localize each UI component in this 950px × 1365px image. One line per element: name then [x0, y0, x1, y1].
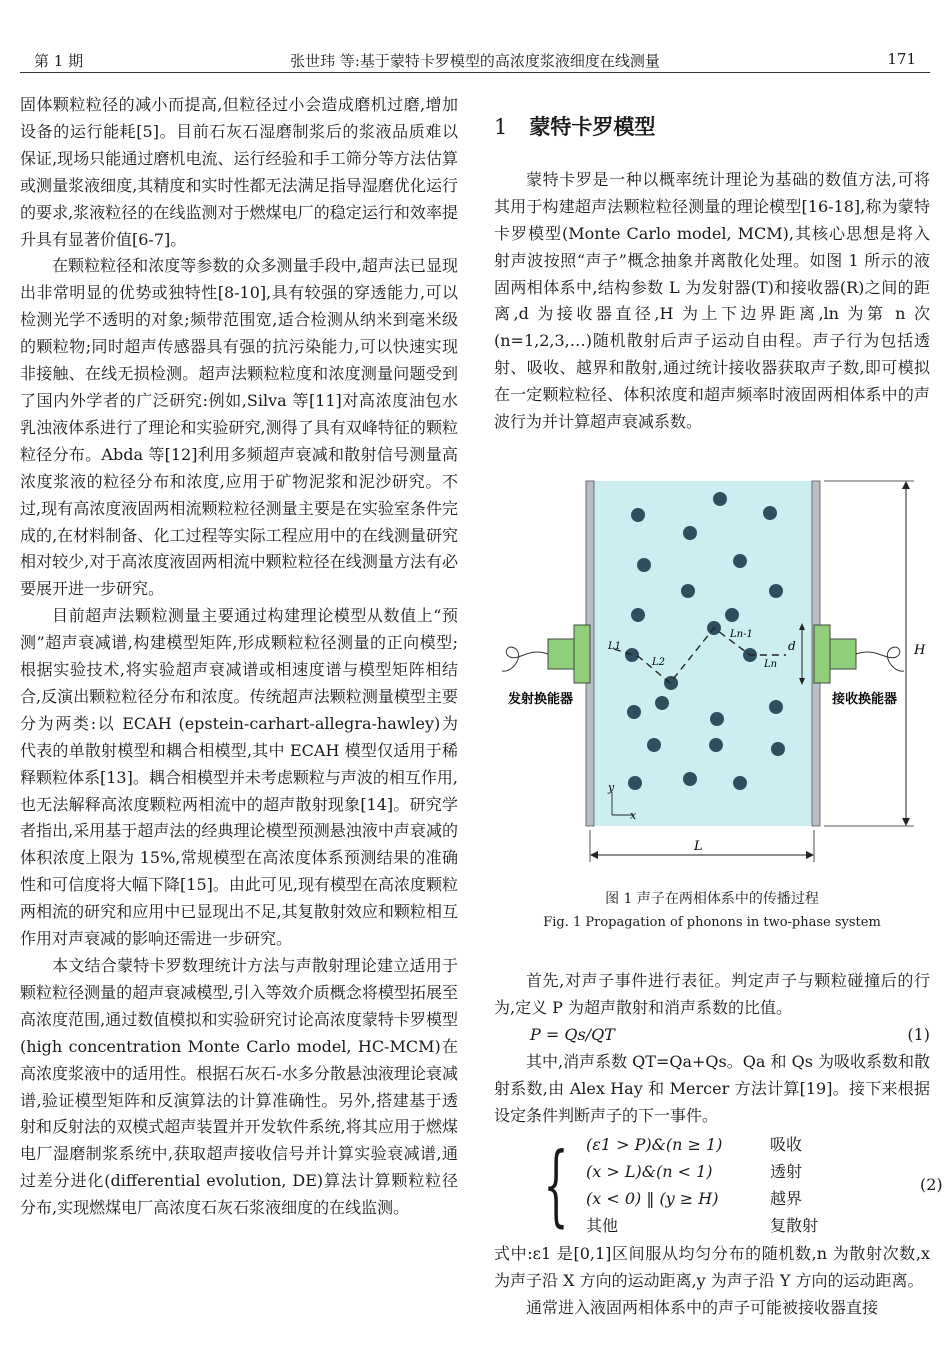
case-row: (x < 0) ‖ (y ≥ H) 越界 [586, 1189, 803, 1209]
running-title: 张世玮 等:基于蒙特卡罗模型的高浓度浆液细度在线测量 [290, 52, 660, 70]
section-heading: 1 蒙特卡罗模型 [494, 115, 656, 139]
paragraph: 本文结合蒙特卡罗数理统计方法与声散射理论建立适用于颗粒粒径测量的超声衰减模型,引入等效介质概念将模型拓展至高浓度范围,通过数值模拟和实验研究讨论高浓度蒙特卡罗模型(high concentration Monte Carlo model, HC-MCM)在高浓度浆液中的适用性。根据石灰石-水多分散悬浊液理论衰减谱,验证模型矩阵和反演算法的计算准确性。另外,搭建基于透射和反射法的双模式超声装置并开发软件系统,将其应用于燃煤电厂湿磨制浆系统中,获取超声接收信号并计算实验衰减谱,通过差分进化(differential evolution, DE)算法计算颗粒粒径分布,实现燃煤电厂高浓度石灰石浆液细度的在线监测。 [20, 956, 458, 1218]
label-L2: L2 [652, 657, 666, 668]
figure-caption-en: Fig. 1 Propagation of phonons in two-phase system [543, 915, 881, 930]
equation-1: P = Qs/QT (1) [530, 1024, 930, 1044]
label-d: d [788, 639, 796, 653]
label-H: H [914, 643, 926, 658]
emitter-label: 发射换能器 [508, 692, 574, 707]
label-Ln-1: Ln-1 [730, 629, 753, 640]
right-column-bottom [494, 968, 943, 1322]
paragraph: 通常进入液固两相体系中的声子可能被接收器直接 [526, 1298, 879, 1318]
issue-number: 第 1 期 [34, 52, 84, 70]
paragraph: 在颗粒粒径和浓度等参数的众多测量手段中,超声法已显现出非常明显的优势或独特性[8-10],具有较强的穿透能力,可以检测光学不透明的对象;频带范围宽,适合检测从纳米到毫米级的颗粒物;同时超声传感器具有强的抗污染能力,可以快速实现非接触、在线无损检测。超声法颗粒粒度和浓度测量问题受到了国内外学者的广泛研究:例如,Silva 等[11]对高浓度油包水乳浊液体系进行了理论和实验研究,测得了具有双峰特征的颗粒粒径分布。Abda 等[12]利用多频超声衰减和散射信号测量高浓度浆液的粒径分布和浓度,应用于矿物泥浆和泥沙研究。不过,现有高浓度液固两相流颗粒粒径测量主要是在实验室条件完成的,在材料制备、化工过程等实际工程应用中的在线测量研究相对较少,对于高浓度液固两相流中颗粒粒径在线测量方法有必要展开进一步研究。 [20, 256, 458, 599]
left-column [20, 92, 458, 1222]
label-L1: L1 [608, 641, 622, 652]
brace-glyph: { [543, 1133, 569, 1237]
header-rule [20, 72, 930, 73]
label-Ln: Ln [764, 659, 778, 670]
emitter-body [574, 625, 590, 683]
paragraph: 其中,消声系数 QT=Qa+Qs。Qa 和 Qs 为吸收系数和散射系数,由 Alex Hay 和 Mercer 方法计算[19]。接下来根据设定条件判断声子的下一事件。 [494, 1051, 931, 1125]
fluid-region [590, 481, 814, 826]
running-header [20, 42, 930, 72]
figure-phonon-propagation [494, 477, 930, 887]
axis-x-label: x [630, 809, 637, 822]
receiver-back [830, 639, 856, 669]
receiver-label: 接收换能器 [832, 692, 898, 707]
receiver-cable [856, 647, 904, 671]
equation-2: { (ε1 > P)&(n ≥ 1) 吸收 (x > L)&(n < 1) 透射 (x < 0) ‖ (y ≥ H) 越界 其他 复散射 (2) [494, 1131, 930, 1239]
case-row: 其他 复散射 [586, 1216, 819, 1236]
receiver-body [814, 625, 830, 683]
page-number: 171 [887, 50, 916, 68]
paragraph: 固体颗粒粒径的减小而提高,但粒径过小会造成磨机过磨,增加设备的运行能耗[5]。目前石灰石湿磨制浆后的浆液品质难以保证,现场只能通过磨机电流、运行经验和手工筛分等方法估算或测量浆液细度,其精度和实时性都无法满足指导湿磨优化运行的要求,浆液粒径的在线监测对于燃煤电厂的稳定运行和效率提升具有显著价值[6-7]。 [20, 95, 458, 249]
case-row: (x > L)&(n < 1) 透射 [586, 1162, 803, 1182]
axis-y-label: y [608, 781, 615, 794]
emitter-cable [502, 647, 548, 671]
paragraph: 目前超声法颗粒测量主要通过构建理论模型从数值上“预测”超声衰减谱,构建模型矩阵,形成颗粒粒径测量的正向模型;根据实验技术,将实验超声衰减谱或相速度谱与模型矩阵相结合,反演出颗粒粒径分布和浓度。传统超声法颗粒测量模型主要分为两类:以 ECAH (epstein-carhart-allegra-hawley)为代表的单散射模型和耦合相模型,其中 ECAH 模型仅适用于稀释颗粒体系[13]。耦合相模型并未考虑颗粒与声波的相互作用,也无法解释高浓度颗粒两相流中的超声散射现象[14]。研究学者指出,采用基于超声法的经典理论模型预测悬浊液中声衰减的体积浓度上限为 15%,常规模型在高浓度体系预测结果的准确性和可信度将大幅下降[15]。由此可见,现有模型在高浓度颗粒两相流的研究和应用中已显现出不足,其复散射效应和颗粒相互作用对声衰减的影响还需进一步研究。 [20, 606, 458, 949]
paragraph: 首先,对声子事件进行表征。判定声子与颗粒碰撞后的行为,定义 P 为超声散射和消声系数的比值。 [494, 971, 930, 1017]
label-L: L [694, 839, 703, 854]
emitter-back [548, 639, 574, 669]
case-row: (ε1 > P)&(n ≥ 1) 吸收 [586, 1135, 803, 1155]
figure-caption-cn: 图 1 声子在两相体系中的传播过程 [605, 891, 819, 907]
paragraph: 蒙特卡罗是一种以概率统计理论为基础的数值方法,可将其用于构建超声法颗粒粒径测量的理论模型[16-18],称为蒙特卡罗模型(Monte Carlo model, MCM),其核心思想是将入射声波按照“声子”概念抽象并离散化处理。如图 1 所示的液固两相体系中,结构参数 L 为发射器(T)和接收器(R)之间的距离,d 为接收器直径,H 为上下边界距离,ln 为第 n 次(n=1,2,3,…)随机散射后声子运动自由程。声子行为包括透射、吸收、越界和散射,通过统计接收器获取声子数,即可模拟在一定颗粒粒径、体积浓度和超声频率时液固两相体系中的声波行为并计算超声衰减系数。 [494, 169, 930, 432]
paragraph: 式中:ε1 是[0,1]区间服从均匀分布的随机数,n 为散射次数,x 为声子沿 X 方向的运动距离,y 为声子沿 Y 方向的运动距离。 [494, 1244, 930, 1291]
right-column-top [494, 92, 930, 436]
